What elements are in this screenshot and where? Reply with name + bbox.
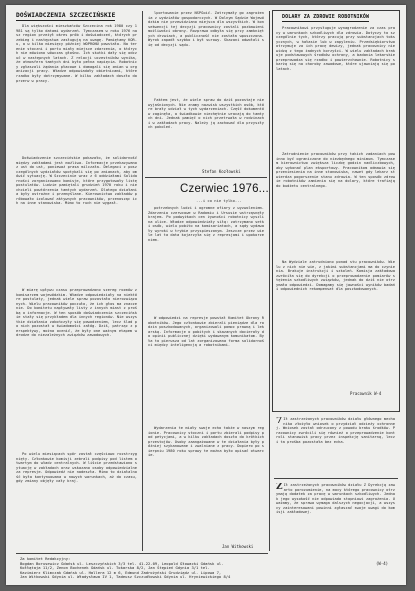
left-article-text-2 xyxy=(16,156,137,284)
center-divider xyxy=(145,177,267,178)
left-article-title: DOŚWIADCZENIA SZCZECIŃSKIE xyxy=(16,12,116,19)
drop-cap-z: Z xyxy=(276,483,283,492)
center-paragraph-3: potrzebnych ludzi i ogromne ofiary z wyzwoleniem. Zdarzenia czerwcowe w Radomiu i Ursusie wstrząsnęły krajem. Po podwyżkach cen żywności robotnicy wyszli na ulice. Władze odpowiedziały siłą: zatrzymano setki osób, wielu pobito na komisariatach, a sądy wydawały wyroki w trybie przyspieszonym. Jeszcze przez wiele lat ta data kojarzyła się z represjami i upokorzeniem. xyxy=(148,206,264,242)
center-signature-2: Jan Witkowski xyxy=(222,544,254,549)
center-article-text-5 xyxy=(148,426,264,542)
document-page xyxy=(6,5,406,585)
right-paragraph-4 xyxy=(276,417,395,444)
editorial-footer xyxy=(20,557,330,580)
center-article-text-3 xyxy=(148,206,264,312)
left-paragraph-1: Dla większości mieszkańców Szczecina rok 1980 czy 1981 są tylko datami wydarzeń. Tymczasem w roku 1976 nasz region przeżył okres prób i doświadczeń, których przebieg i następstwa zasługują na uwagę. Pamiętamy KOR-u, a w kilka miesięcy później WOPRONU powstała. Na terenie stoczni i portu miały miejsce zdarzenia, o których nie mówiono wówczas głośno. Ich skutki dały się odczuć w następnych latach. Z relacji uczestników wynika, że atmosfera tamtych dni była pełna napięcia. Robotnicy zgłaszali żądania płacowe i domagali się zmian w organizacji pracy. Władze odpowiadały obietnicami, które rzadko były dotrzymywane. W kilku zakładach doszło do przerw w pracy. xyxy=(16,24,137,83)
right-article-text-3 xyxy=(276,260,395,380)
footer-line-1: Za komitet Redakcyjny: xyxy=(20,557,71,561)
right-article-text-2 xyxy=(276,152,395,256)
right-divider-2 xyxy=(274,478,398,479)
left-paragraph-2: Doświadczenie szczecińskie pokazało, że solidarność między zakładami jest możliwa. Informacje przekazywano z ust do ust, ponieważ prasa milczała. Delegaci z poszczególnych wydziałów spotykali się po zmianach, aby omówić sytuację. W Szczecinie wraz z 6 oddziałami Solidarności zorganizowano komisje, które przygotowały listę postulatów. Ludzie pamiętali grudzień 1970 roku i nie chcieli powtórzenia tamtych wydarzeń. Dlatego działania były ostrożne i przemyślane. Kierownictwo zakładów próbowało izolować aktywnych pracowników, przenosząc ich na inne stanowiska. Mimo to ruch nie wygasł. xyxy=(16,156,137,206)
left-article-text-3 xyxy=(16,288,137,448)
right-paragraph-5 xyxy=(276,483,395,515)
drop-cap-7: 7 xyxy=(276,417,283,426)
right-article-text-5 xyxy=(276,483,395,559)
column-rule-left xyxy=(142,11,143,551)
footer-line-2: Bogdan Borusewicz Gdańsk ul. Leszczyńskich 3/3 tel. 41-22-09, Leopold Głowacki Gdańsk ul. xyxy=(20,561,224,566)
center-paragraph-4: W odpowiedzi na represje powstał Komitet Obrony Robotników. Jego członkowie zbierali pieniądze dla rodzin poszkodowanych, organizowali pomoc prawną i lekarską. Informacje o pobitych i skazanych docierały do opinii publicznej dzięki wydawanym komunikatom. Była to pierwsza od lat zorganizowana forma solidarności między inteligencją a robotnikami. xyxy=(148,316,264,348)
right-divider xyxy=(274,411,398,412)
right-article-title: DOLARY ZA ZDROWIE ROBOTNIKÓW xyxy=(282,14,370,20)
footer-line-3: Kołłątaja 11/2, Zenon Bochenek Gdańsk ul. Tokarska 8/2, Jan Stępień Gdynia 3/1 tel. xyxy=(20,566,210,571)
left-paragraph-4: Po wielu miesiącach spór został częściowo rozstrzygnięty. Członkowie komisji zebrali podpisy pod listem otwartym do władz centralnych. W liście przedstawiono sytuację w zakładach oraz wskazano osoby odpowiedzialne za represje. Odpowiedź nie nadeszła. Mimo to działalność była kontynuowana w nowych warunkach, aż do czasu, gdy zmiany objęły cały kraj. xyxy=(16,452,137,484)
center-headline-subtitle: ...i co nie tylko... xyxy=(196,198,242,203)
center-paragraph-2: Faktem jest, że wiele spraw do dziś pozostaje niewyjaśnionych. Nie znamy nazwisk wszystkich osób, które brały udział w tych wydarzeniach. Część dokumentów zaginęła, a świadkowie niechętnie wracają do tamtych dni. Jednak pamięć o nich przetrwała w rodzinach i w zakładach pracy. Należy ją zachować dla przyszłych pokoleń. xyxy=(148,98,264,130)
center-paragraph-1: lportowanie przez NSPGoić. Zatrzymały go zagrożenia z wydziałów gospodarczych. W Dolnym Sądzie Wojewódzkim nie przewidziano miejsca dla wszystkich. W konsekwencji tej decyzji pracownicy zostali pozbawieni możliwości obrony. Rozprawa odbyła się przy zamkniętych drzwiach, a publiczność nie została wpuszczona. Wyrok zapadł szybko i był surowy. Skazani odwołali się od decyzji sądu. xyxy=(148,11,264,47)
center-article-text-4 xyxy=(148,316,264,422)
right-signature-2: (W-4) xyxy=(376,561,389,566)
right-paragraph-2: Zatrudnienie pracowników przy takich zadaniach powinno być ograniczone do niezbędnego minimum. Tymczasem kierownictwo zwiększa liczbę godzin nadliczbowych, aby wykonać plan eksportowy. Pracownikom odmawia się przeniesienia na inne stanowiska, nawet gdy lekarz stwierdza pogorszenie stanu zdrowia. W ten sposób zdrowie robotników zamienia się na dolary, które trafiają do budżetu centralnego. xyxy=(276,152,395,188)
right-signature-1: Pracownik W-4 xyxy=(350,391,382,396)
center-article-text-2 xyxy=(148,98,264,168)
left-article-text-4 xyxy=(16,452,137,548)
center-article-text-1 xyxy=(148,11,264,95)
left-paragraph-3: W miarę upływu czasu przeprowadzono szereg rozmów z komisarzem wojewódzkim. Władze odpowiedziały na niektóre postulaty, jednak wiele spraw pozostało nierozwiązanych. Wielu pracowników poczuło, że ich głos ma znaczenie. Do komitetu napływały listy z innych miast z prośbą o informacje. W ten sposób doświadczenia szczecińskie stały się przykładem dla innych regionów. Nie wszystkie działania zakończyły się powodzeniem, lecz ślad po nich pozostał w świadomości załóg. Dziś, patrząc z perspektywy, można ocenić, że były one ważnym etapem w drodze do niezależnych związków zawodowych. xyxy=(16,288,137,338)
right-article-text-4 xyxy=(276,417,395,475)
right-paragraph-5-text: Ił zastrzeżonych pracowników działu Z Dyrekcją zawarto porozumienie, na mocy którego pracownicy otrzymają dodatek za pracę w warunkach szkodliwych. Jednak jego wysokość nie odpowiada stopniowi zagrożenia. Uważamy, że sprawa wymaga dalszych negocjacji, a wszyscy zainteresowani powinni zgłaszać swoje uwagi do komisji zakładowej. xyxy=(276,483,395,515)
right-paragraph-1: Pracownikowi przysługuje wynagrodzenie za czas pracy w warunkach szkodliwych dla zdrowia. Dotyczy to szczególnie tych, którzy pracują przy substancjach toksycznych, w hałasie lub w zapyleniu. Przedsiębiorstwo otrzymuje za ich pracę dewizy, jednak pracownicy nie widzą z tego żadnych korzyści. W wielu zakładach brakuje podstawowych środków ochrony, a badania lekarskie przeprowadza się rzadko i powierzchownie. Robotnicy skarżą się na choroby zawodowe, które ujawniają się po latach. xyxy=(276,26,395,71)
center-paragraph-5: Wydarzenia te miały swoje echo także w naszym regionie. Pracownicy stoczni i portu zbierali podpisy pod petycjami, a w kilku zakładach doszło do krótkich przestojów. Osoby zaangażowane w te działania były później szykanowane i zwalniane z pracy. Dopiero po sierpniu 1980 roku sprawy te można było opisać otwarcie. xyxy=(148,426,264,458)
footer-line-4: Kazimierz Klimczak Gdańsk ul. Hallera 12 m 6, Edmund Zadrożyński Grudziądz ul. Lipowa 7, xyxy=(20,570,222,575)
left-article-text-1 xyxy=(16,24,137,152)
center-signature-1: Stefan Kozłowski xyxy=(202,169,241,174)
column-rule-right xyxy=(269,11,270,551)
right-paragraph-4-text: Ił zastrzeżonych pracowników działu głównego mechanika złożyło wniosek o przydział odzieży ochronnej. Wniosek został odrzucony z powodu braku środków. Pracownicy zwrócili się również o przeprowadzenie kontroli stanowisk pracy przez inspekcję sanitarną, lecz i ta prośba pozostała bez echa. xyxy=(276,417,395,444)
center-headline: Czerwiec 1976... xyxy=(180,183,269,195)
footer-divider xyxy=(16,553,268,554)
right-paragraph-3: Na Wydziale zatrudniono ponad stu pracowników. Wielu z nich nie wie, z jakimi substancjami ma do czynienia. Brakuje instrukcji i szkoleń. Komisja zakładowa zwróciła się do dyrekcji o przeprowadzenie pomiarów stężenia szkodliwych związków, jednak do dziś nie otrzymała odpowiedzi. Domagamy się jawności wyników badań i odpowiednich rekompensat dla poszkodowanych. xyxy=(276,260,395,292)
footer-line-5: Jan Witkowski Gdynia ul. Władysława IV 1, Tadeusz Szczudłowski Gdynia ul. Hryniewickiego 8/4 xyxy=(20,575,231,580)
right-article-text-1 xyxy=(276,26,395,148)
